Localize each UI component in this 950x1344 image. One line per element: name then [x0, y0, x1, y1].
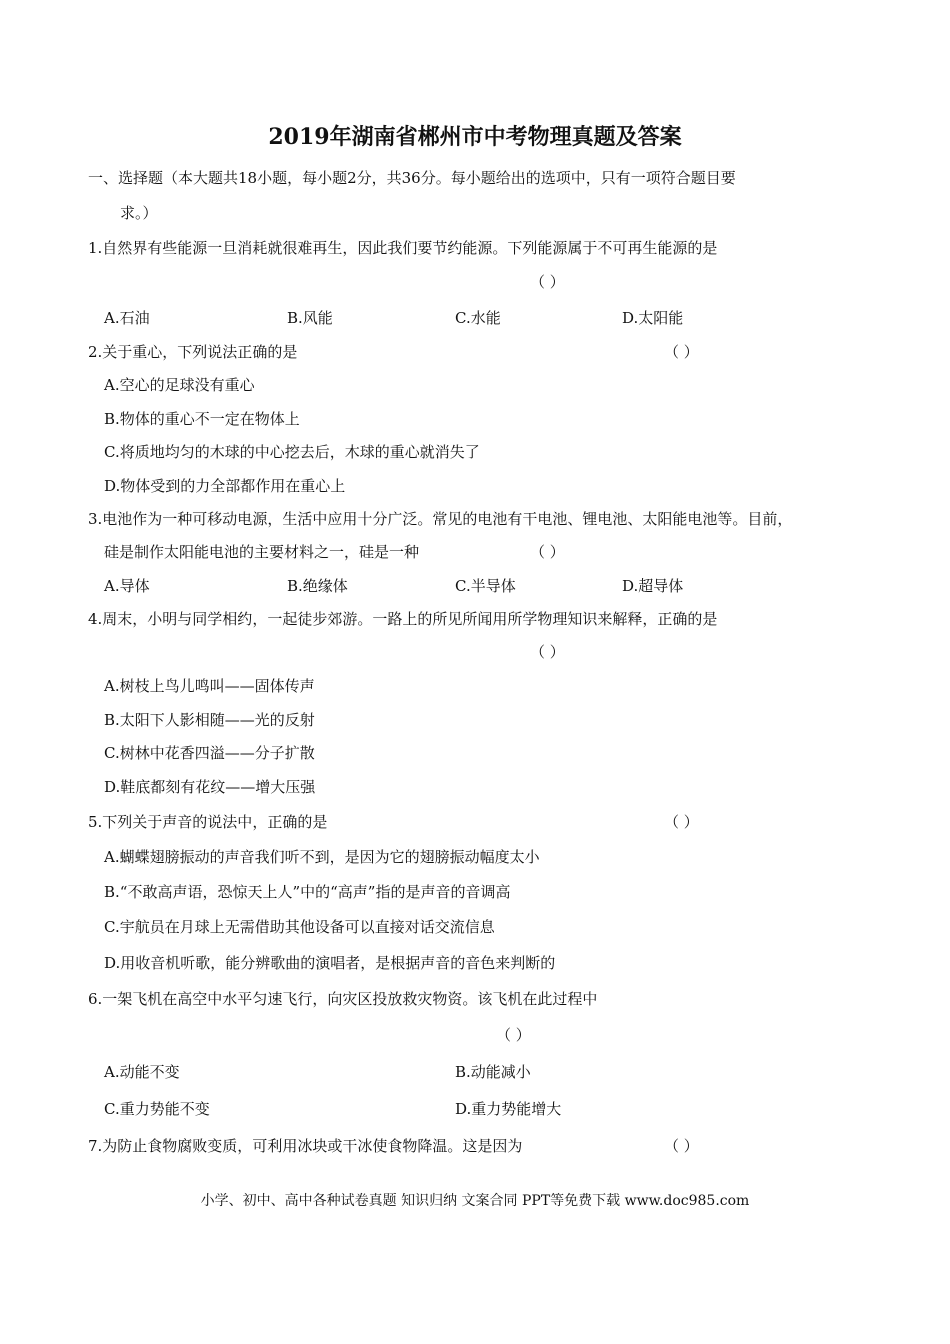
page-footer: 小学、初中、高中各种试卷真题 知识归纳 文案合同 PPT等免费下载 www.doc985.com: [200, 1193, 750, 1209]
question-4-stem: 4.周末，小明与同学相约，一起徒步郊游。一路上的所见所闻用所学物理知识来解释，正确的是: [88, 610, 718, 628]
question-1-option-a: A.石油: [104, 309, 150, 327]
question-4-option-a: A.树枝上鸟儿鸣叫——固体传声: [104, 677, 315, 695]
question-4-option-d: D.鞋底都刻有花纹——增大压强: [104, 778, 316, 796]
question-7-answer-bracket: （ ）: [664, 1137, 699, 1155]
question-3-answer-bracket: （ ）: [530, 543, 565, 561]
question-2-option-b: B.物体的重心不一定在物体上: [104, 410, 300, 428]
question-3-stem-continued: 硅是制作太阳能电池的主要材料之一，硅是一种: [104, 543, 420, 561]
question-3-stem: 3.电池作为一种可移动电源，生活中应用十分广泛。常见的电池有干电池、锂电池、太阳能电池等。目前，: [88, 510, 793, 528]
question-1-answer-bracket: （ ）: [530, 273, 565, 291]
question-3-option-a: A.导体: [104, 577, 150, 595]
question-2-option-d: D.物体受到的力全部都作用在重心上: [104, 477, 346, 495]
question-6-option-d: D.重力势能增大: [455, 1100, 562, 1118]
section-heading-line-1: 一、选择题（本大题共18小题，每小题2分，共36分。每小题给出的选项中，只有一项符合题目要: [88, 169, 736, 187]
question-5-option-a: A.蝴蝶翅膀振动的声音我们听不到，是因为它的翅膀振动幅度太小: [104, 848, 540, 866]
question-6-option-b: B.动能减小: [455, 1063, 531, 1081]
question-6-option-a: A.动能不变: [104, 1063, 180, 1081]
section-heading-line-2: 求。）: [120, 204, 158, 222]
question-6-stem: 6.一架飞机在高空中水平匀速飞行，向灾区投放救灾物资。该飞机在此过程中: [88, 990, 598, 1008]
question-4-answer-bracket: （ ）: [530, 643, 565, 661]
question-1-option-b: B.风能: [287, 309, 333, 327]
question-1-option-c: C.水能: [455, 309, 501, 327]
question-6-answer-bracket: （ ）: [496, 1026, 531, 1044]
question-1-stem: 1.自然界有些能源一旦消耗就很难再生，因此我们要节约能源。下列能源属于不可再生能源的是: [88, 239, 718, 257]
question-2-option-c: C.将质地均匀的木球的中心挖去后，木球的重心就消失了: [104, 443, 480, 461]
question-2-option-a: A.空心的足球没有重心: [104, 376, 255, 394]
question-5-option-b: B.“不敢高声语，恐惊天上人”中的“高声”指的是声音的音调高: [104, 883, 511, 901]
question-1-option-d: D.太阳能: [622, 309, 684, 327]
question-5-answer-bracket: （ ）: [664, 813, 699, 831]
question-7-stem: 7.为防止食物腐败变质，可利用冰块或干冰使食物降温。这是因为: [88, 1137, 523, 1155]
question-3-option-c: C.半导体: [455, 577, 516, 595]
question-5-option-d: D.用收音机听歌，能分辨歌曲的演唱者，是根据声音的音色来判断的: [104, 954, 556, 972]
question-3-option-d: D.超导体: [622, 577, 684, 595]
question-2-answer-bracket: （ ）: [664, 343, 699, 361]
question-4-option-b: B.太阳下人影相随——光的反射: [104, 711, 315, 729]
question-4-option-c: C.树林中花香四溢——分子扩散: [104, 744, 315, 762]
question-2-stem: 2.关于重心，下列说法正确的是: [88, 343, 298, 361]
question-5-stem: 5.下列关于声音的说法中，正确的是: [88, 813, 328, 831]
question-3-option-b: B.绝缘体: [287, 577, 348, 595]
question-6-option-c: C.重力势能不变: [104, 1100, 210, 1118]
question-5-option-c: C.宇航员在月球上无需借助其他设备可以直接对话交流信息: [104, 918, 495, 936]
page-title: 2019年湖南省郴州市中考物理真题及答案: [268, 124, 682, 150]
